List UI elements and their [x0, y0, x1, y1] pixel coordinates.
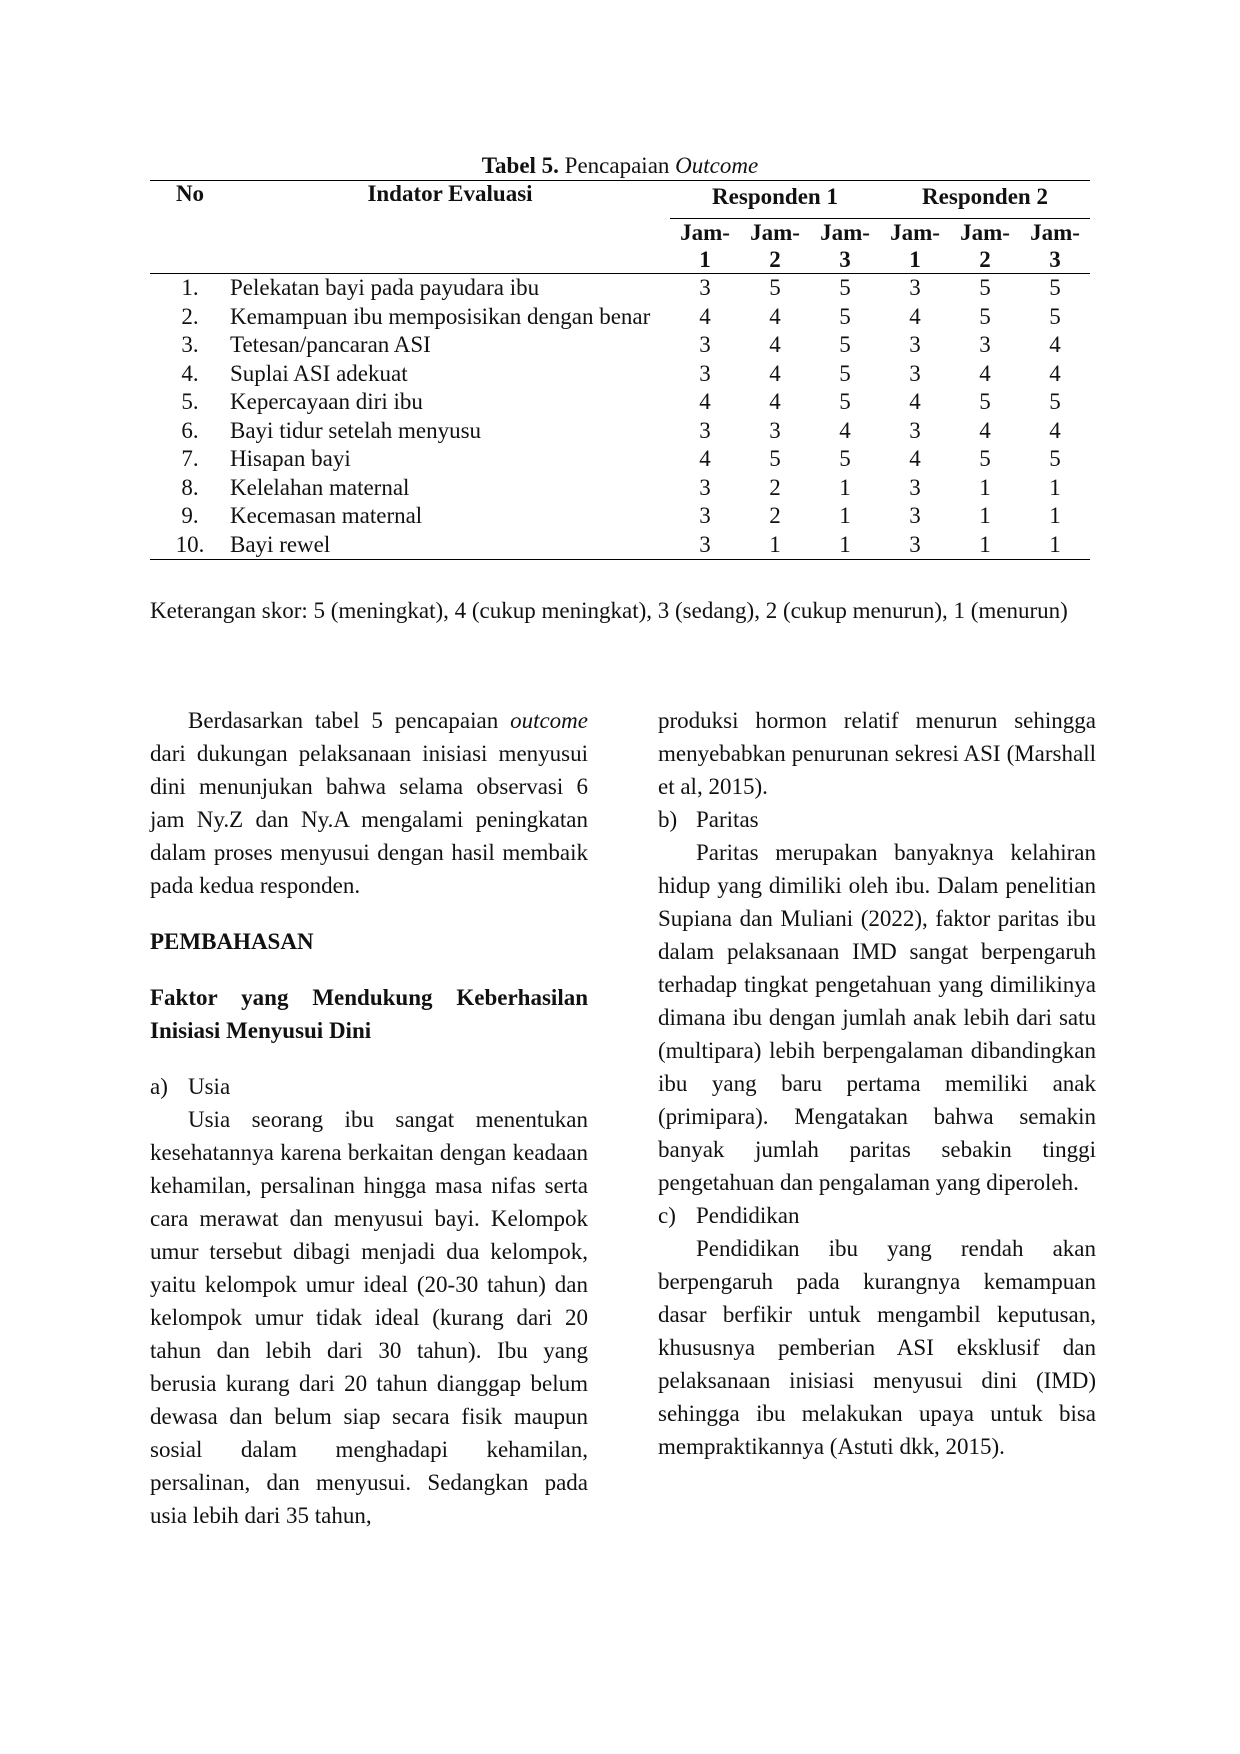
row-score: 3 — [699, 531, 711, 557]
caption-text: Pencapaian — [564, 153, 670, 178]
row-score: 4 — [909, 389, 921, 414]
row-number: 6. — [181, 417, 199, 443]
row-indicator: Bayi tidur setelah menyusu — [230, 417, 482, 443]
item-b-text: Paritas merupakan banyaknya kelahiran hidup yang dimiliki oleh ibu. Dalam penelitian Supiana dan Muliani (2022), faktor paritas ibu dalam pelaksanaan IMD sangat berpengaruh terhadap tingkat pengetahuan yang dimilikinya dimana ibu dengan jumlah anak lebih dari satu (multipara) lebih berpengalaman dibandingkan ibu yang baru pertama memiliki anak (primipara). Mengatakan bahwa semakin banyak jumlah paritas sebakin tinggi pengetahuan dan pengalaman yang diperoleh. — [658, 840, 1096, 1195]
item-b-marker: b) — [658, 807, 678, 832]
row-score: 5 — [839, 303, 851, 329]
header-respondent-1: Responden 1 — [670, 181, 880, 219]
table-row — [150, 531, 1090, 560]
row-score: 3 — [979, 332, 991, 357]
header-no: No — [150, 181, 230, 274]
item-c-label — [658, 1199, 1096, 1232]
row-indicator: Bayi rewel — [230, 531, 331, 557]
row-score: 3 — [909, 503, 921, 528]
item-c-text: Pendidikan ibu yang rendah akan berpengaruh pada kurangnya kemampuan dasar berfikir untuk mengambil keputusan, khususnya pemberian ASI eksklusif dan pelaksanaan inisiasi menyusui dini (IMD) sehingga ibu melakukan upaya untuk bisa mempraktikannya (Astuti dkk, 2015). — [658, 1236, 1096, 1459]
row-score: 5 — [1049, 303, 1061, 329]
jam-number: 3 — [839, 247, 851, 272]
row-score: 3 — [769, 417, 781, 443]
row-indicator: Kelelahan maternal — [230, 474, 410, 500]
header-jam-1 — [670, 219, 740, 274]
row-indicator: Hisapan bayi — [230, 446, 351, 471]
row-score: 1 — [979, 503, 991, 528]
item-b-label — [658, 803, 1096, 836]
item-a-text: Usia seorang ibu sangat menentukan kesehatannya karena berkaitan dengan keadaan kehamilan, persalinan hingga masa nifas serta cara merawat dan menyusui bayi. Kelompok umur tersebut dibagi menjadi dua kelompok, yaitu kelompok umur ideal (20-30 tahun) dan kelompok umur tidak ideal (kurang dari 20 tahun dan lebih dari 30 tahun). Ibu yang berusia kurang dari 20 tahun dianggap belum dewasa dan belum siap secara fisik maupun sosial dalam menghadapi kehamilan, persalinan, dan menyusui. Sedangkan pada usia lebih dari 35 tahun, — [150, 1107, 588, 1528]
row-score: 3 — [699, 503, 711, 528]
section-heading: PEMBAHASAN — [150, 929, 314, 954]
jam-number: 3 — [1049, 247, 1061, 272]
row-score: 2 — [769, 503, 781, 528]
table-caption — [150, 152, 1090, 180]
intro-rest: dari dukungan pelaksanaan inisiasi menyusui dini menunjukan bahwa selama observasi 6 jam Ny.Z dan Ny.A mengalami peningkatan dalam proses menyusui dengan hasil membaik pada kedua responden. — [150, 741, 588, 898]
jam-number: 2 — [769, 247, 781, 272]
jam-label: Jam- — [680, 220, 730, 245]
row-score: 1 — [839, 474, 851, 500]
table-note: Keterangan skor: 5 (meningkat), 4 (cukup meningkat), 3 (sedang), 2 (cukup menurun), 1 (menurun) — [150, 598, 1068, 623]
row-score: 1 — [1049, 503, 1061, 528]
jam-label: Jam- — [960, 220, 1010, 245]
header-jam-5 — [950, 219, 1020, 274]
row-score: 5 — [979, 275, 991, 300]
header-respondent-2: Responden 2 — [880, 181, 1090, 219]
row-score: 5 — [1049, 275, 1061, 300]
row-indicator: Kepercayaan diri ibu — [230, 389, 423, 414]
row-score: 4 — [699, 446, 711, 471]
header-jam-6 — [1020, 219, 1090, 274]
outcome-table — [150, 180, 1090, 560]
intro-paragraph — [150, 704, 588, 902]
jam-number: 2 — [979, 247, 991, 272]
row-score: 1 — [979, 531, 991, 557]
item-c-title: Pendidikan — [696, 1203, 800, 1228]
row-score: 3 — [699, 332, 711, 357]
row-score: 4 — [699, 303, 711, 329]
row-score: 3 — [699, 417, 711, 443]
jam-label: Jam- — [820, 220, 870, 245]
row-score: 3 — [699, 275, 711, 300]
header-jam-2 — [740, 219, 810, 274]
header-jam-4 — [880, 219, 950, 274]
row-indicator: Tetesan/pancaran ASI — [230, 332, 431, 357]
row-score: 1 — [769, 531, 781, 557]
jam-label: Jam- — [890, 220, 940, 245]
item-b-title: Paritas — [696, 807, 759, 832]
row-score: 4 — [979, 417, 991, 443]
row-indicator: Kecemasan maternal — [230, 503, 423, 528]
jam-label: Jam- — [750, 220, 800, 245]
row-score: 1 — [1049, 531, 1061, 557]
table-row — [150, 417, 1090, 446]
row-indicator: Suplai ASI adekuat — [230, 360, 408, 386]
intro-start: Berdasarkan tabel 5 pencapaian — [188, 708, 499, 733]
row-score: 3 — [909, 417, 921, 443]
row-score: 3 — [699, 360, 711, 386]
row-score: 3 — [909, 275, 921, 300]
row-score: 4 — [1049, 417, 1061, 443]
row-score: 4 — [909, 303, 921, 329]
item-c-marker: c) — [658, 1203, 676, 1228]
row-number: 1. — [181, 275, 199, 300]
item-a-label — [150, 1070, 588, 1103]
row-number: 9. — [181, 503, 199, 528]
row-score: 3 — [909, 531, 921, 557]
row-number: 3. — [181, 332, 199, 357]
table-row — [150, 303, 1090, 332]
row-score: 4 — [769, 332, 781, 357]
caption-italic: Outcome — [675, 153, 759, 178]
header-indicator: Indator Evaluasi — [230, 181, 670, 274]
row-score: 5 — [769, 275, 781, 300]
row-number: 2. — [181, 303, 199, 329]
row-number: 5. — [181, 389, 199, 414]
row-score: 4 — [699, 389, 711, 414]
table-row — [150, 360, 1090, 389]
row-score: 5 — [839, 332, 851, 357]
left-column — [150, 704, 588, 1532]
row-indicator: Pelekatan bayi pada payudara ibu — [230, 275, 540, 300]
row-number: 4. — [181, 360, 199, 386]
row-score: 1 — [839, 531, 851, 557]
row-indicator: Kemampuan ibu memposisikan dengan benar — [230, 303, 651, 329]
row-score: 4 — [769, 360, 781, 386]
row-score: 5 — [1049, 389, 1061, 414]
row-score: 4 — [839, 417, 851, 443]
row-number: 7. — [181, 446, 199, 471]
row-number: 10. — [175, 531, 205, 557]
row-score: 5 — [979, 446, 991, 471]
right-column — [658, 704, 1096, 1463]
row-score: 5 — [839, 446, 851, 471]
table-row — [150, 445, 1090, 474]
row-score: 4 — [769, 389, 781, 414]
jam-label: Jam- — [1030, 220, 1080, 245]
row-score: 5 — [979, 303, 991, 329]
item-a-marker: a) — [150, 1074, 168, 1099]
subheading: Faktor yang Mendukung Keberhasilan Inisiasi Menyusui Dini — [150, 985, 588, 1043]
caption-label: Tabel 5. — [481, 153, 559, 178]
row-score: 4 — [769, 303, 781, 329]
row-score: 1 — [1049, 474, 1061, 500]
row-score: 4 — [979, 360, 991, 386]
row-score: 3 — [909, 332, 921, 357]
row-score: 5 — [839, 360, 851, 386]
row-score: 3 — [909, 474, 921, 500]
row-score: 5 — [839, 275, 851, 300]
jam-number: 1 — [699, 247, 711, 272]
item-a-title: Usia — [188, 1074, 231, 1099]
row-score: 4 — [909, 446, 921, 471]
row-score: 4 — [1049, 360, 1061, 386]
table-row — [150, 474, 1090, 503]
row-score: 3 — [909, 360, 921, 386]
table-row — [150, 502, 1090, 531]
row-score: 3 — [699, 474, 711, 500]
row-score: 5 — [979, 389, 991, 414]
header-jam-3 — [810, 219, 880, 274]
row-score: 4 — [1049, 332, 1061, 357]
table-row — [150, 274, 1090, 303]
intro-italic: outcome — [510, 708, 588, 733]
row-score: 2 — [769, 474, 781, 500]
jam-number: 1 — [909, 247, 921, 272]
row-score: 1 — [839, 503, 851, 528]
row-score: 5 — [839, 389, 851, 414]
row-score: 1 — [979, 474, 991, 500]
row-score: 5 — [769, 446, 781, 471]
table-row — [150, 388, 1090, 417]
row-number: 8. — [181, 474, 199, 500]
continuation-paragraph: produksi hormon relatif menurun sehingga menyebabkan penurunan sekresi ASI (Marshall et al, 2015). — [658, 708, 1096, 799]
row-score: 5 — [1049, 446, 1061, 471]
table-row — [150, 331, 1090, 360]
